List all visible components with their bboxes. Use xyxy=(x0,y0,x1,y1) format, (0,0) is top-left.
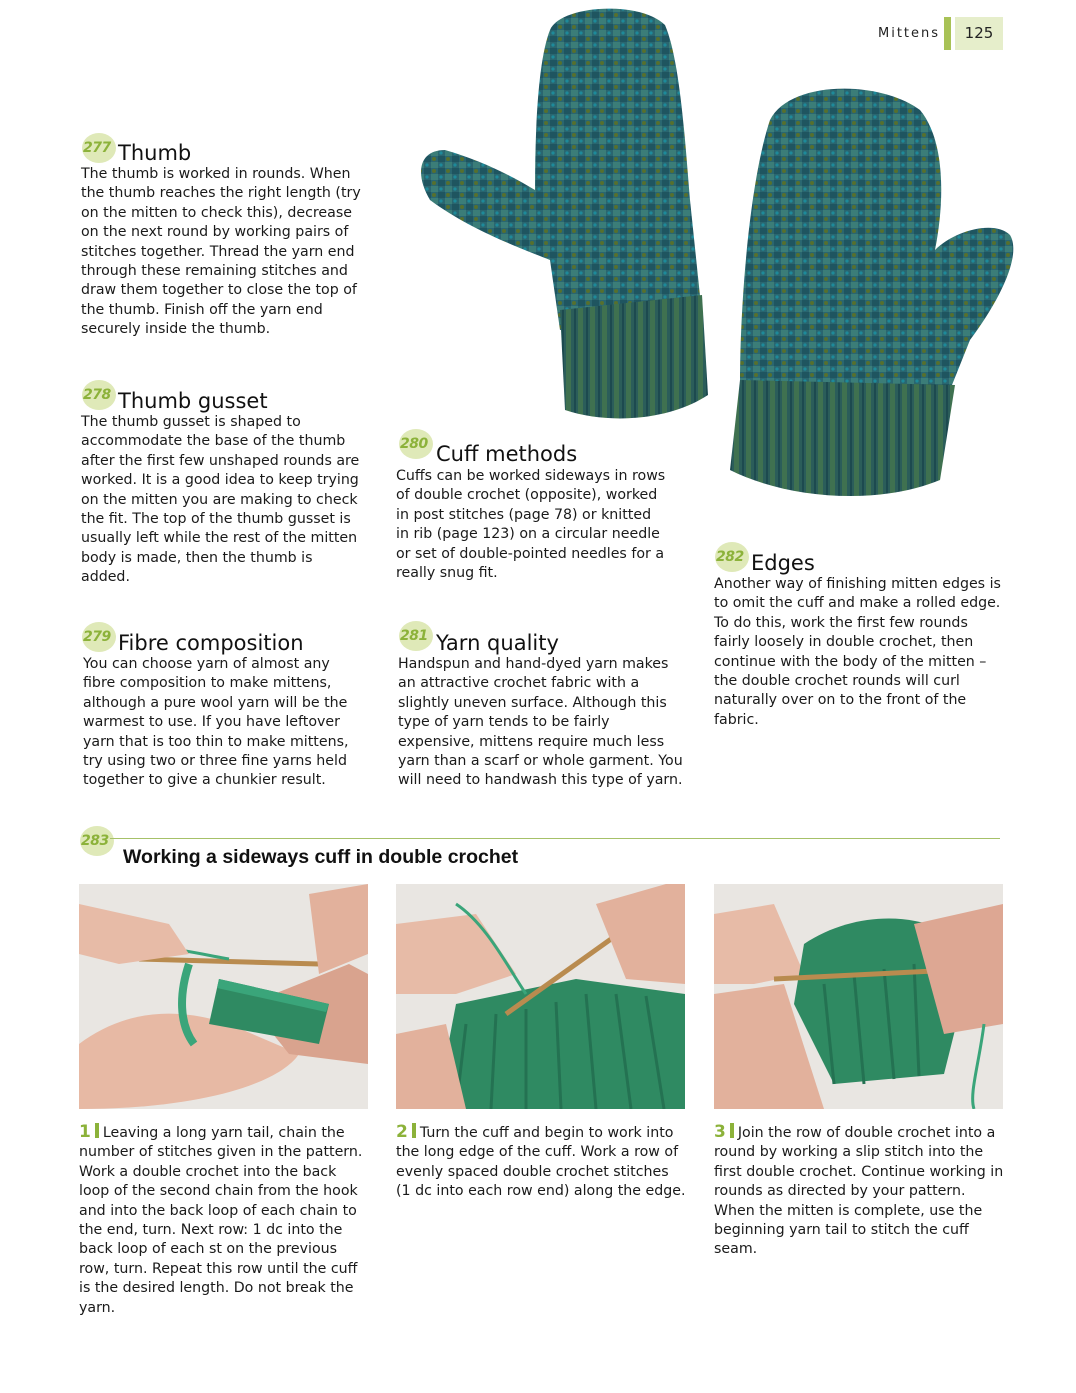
step-number: 3 xyxy=(714,1122,726,1142)
mittens-photo xyxy=(410,0,1025,505)
step-2-photo xyxy=(396,884,685,1109)
section-title-fibre-composition: Fibre composition xyxy=(118,631,304,655)
tip-number-badge: 280 xyxy=(399,429,433,459)
tip-number-badge: 279 xyxy=(82,622,116,652)
tip-number-badge: 278 xyxy=(82,380,116,410)
section-title-edges: Edges xyxy=(751,551,815,575)
section-divider xyxy=(110,838,1000,839)
step-2-caption xyxy=(396,1123,686,1202)
section-title-cuff-methods: Cuff methods xyxy=(436,442,578,466)
tip-number-badge: 277 xyxy=(82,133,116,163)
section-body-thumb: The thumb is worked in rounds. When the thumb reaches the right length (try on the mitten to check this), decrease on the next round by working pairs of stitches together. Thread the yarn end through these remaining stitches and draw them together to close the top of the thumb. Finish off the yarn end securely inside the thumb. xyxy=(81,166,361,338)
right-mitten xyxy=(730,89,1013,496)
section-body-yarn-quality: Handspun and hand-dyed yarn makes an attractive crochet fabric with a slightly uneven surface. Although this type of yarn tends to be fairly expensive, mittens require much less yarn than a scarf or whole garment. You will need to handwash this type of yarn. xyxy=(398,656,683,789)
tip-number-badge: 282 xyxy=(715,542,749,572)
step-1-caption xyxy=(79,1123,369,1318)
step-number: 1 xyxy=(79,1122,91,1142)
section-title-thumb-gusset: Thumb gusset xyxy=(118,389,268,413)
step-1-photo xyxy=(79,884,368,1109)
running-header-section: Mittens xyxy=(878,26,941,41)
tip-number-badge: 281 xyxy=(399,621,433,651)
step-separator xyxy=(412,1123,416,1138)
left-mitten xyxy=(421,9,708,419)
step-separator xyxy=(95,1123,99,1138)
tip-number-badge: 283 xyxy=(80,826,114,856)
section-body-cuff-methods: Cuffs can be worked sideways in rows of double crochet (opposite), worked in post stitches (page 78) or knitted in rib (page 123) on a circular needle or set of double-pointed needles for a really snug fit. xyxy=(396,468,666,582)
step-3-photo xyxy=(714,884,1003,1109)
section-body-fibre-composition: You can choose yarn of almost any fibre composition to make mittens, although a pure wool yarn will be the warmest to use. If you have leftover yarn that is too thin to make mittens, try using two or three fine yarns held together to give a chunkier result. xyxy=(83,656,349,789)
step-separator xyxy=(730,1123,734,1138)
tutorial-title: Working a sideways cuff in double crochet xyxy=(123,846,519,868)
page-number: 125 xyxy=(955,17,1003,50)
section-title-yarn-quality: Yarn quality xyxy=(436,631,559,655)
step-3-caption xyxy=(714,1123,1004,1260)
section-body-edges: Another way of finishing mitten edges is to omit the cuff and make a rolled edge. To do this, work the first few rounds fairly loosely in double crochet, then continue with the body of the mitten – the double crochet rounds will curl naturally over on to the front of the fabric. xyxy=(714,576,1001,728)
step-number: 2 xyxy=(396,1122,408,1142)
step-text: Leaving a long yarn tail, chain the number of stitches given in the pattern. Work a double crochet into the back loop of the second chain from the hook and into the back loop of each chain to the end, turn. Next row: 1 dc into the back loop of each st on the previous row, turn. Repeat this row until the cuff is the desired length. Do not break the yarn. xyxy=(79,1125,363,1316)
section-body-thumb-gusset: The thumb gusset is shaped to accommodate the base of the thumb after the first few unshaped rounds are worked. It is a good idea to keep trying on the mitten you are making to check the fit. The top of the thumb gusset is usually left while the rest of the mitten body is made, then the thumb is added. xyxy=(81,414,360,586)
section-title-thumb: Thumb xyxy=(118,141,192,165)
step-text: Join the row of double crochet into a round by working a slip stitch into the first double crochet. Continue working in rounds as directed by your pattern. When the mitten is complete, use the beginning yarn tail to stitch the cuff seam. xyxy=(714,1125,1004,1258)
step-text: Turn the cuff and begin to work into the long edge of the cuff. Work a row of evenly spaced double crochet stitches (1 dc into each row end) along the edge. xyxy=(396,1125,686,1200)
